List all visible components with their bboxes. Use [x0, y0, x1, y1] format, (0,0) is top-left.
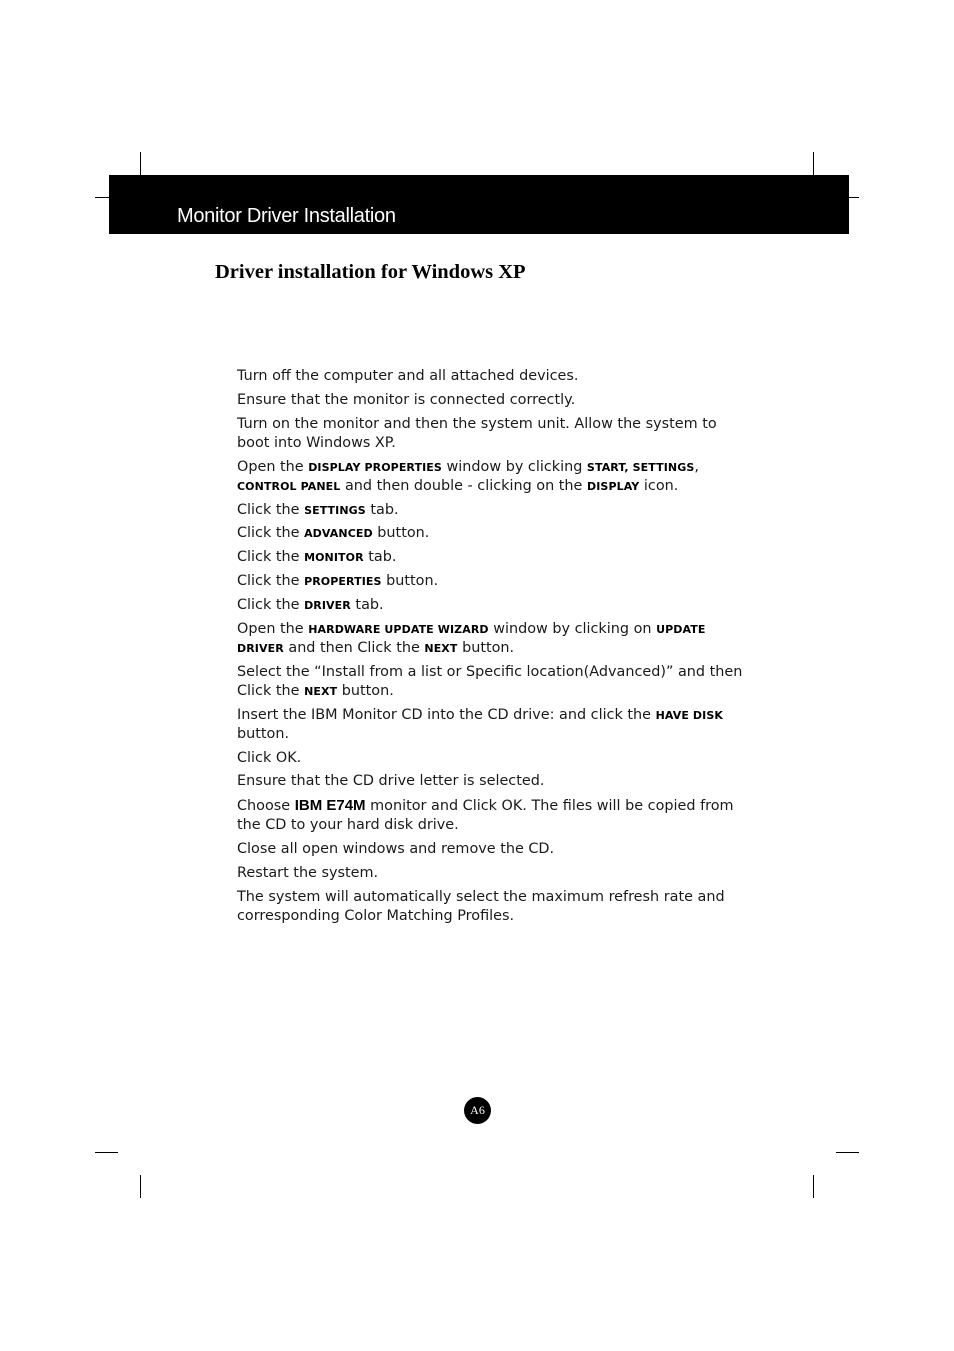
list-item: [237, 596, 747, 615]
step-text: button.: [337, 682, 394, 699]
list-item: [237, 706, 747, 744]
step-text: tab.: [365, 501, 399, 518]
step-text: Turn on the monitor and then the system unit. Allow the system to boot into Windows XP.: [237, 415, 717, 451]
step-text: Click OK.: [237, 749, 302, 766]
step-text: and then double - clicking on the: [340, 477, 587, 494]
step-text: button.: [372, 525, 430, 542]
step-text: Open the: [237, 458, 309, 475]
step-text: Click the: [237, 501, 305, 518]
step-text: Click the: [237, 596, 305, 613]
step-text: window by clicking on: [488, 620, 657, 637]
ui-term: DISPLAY: [587, 479, 640, 493]
step-text: Insert the IBM Monitor CD into the CD drive: and click the: [237, 706, 656, 723]
step-text: button.: [457, 639, 515, 656]
ui-term: HARDWARE UPDATE WIZARD: [308, 622, 489, 636]
crop-mark-top-right: [813, 152, 814, 175]
list-item: [237, 772, 747, 791]
step-text: Choose: [237, 798, 295, 815]
page-number: A6: [470, 1103, 485, 1117]
ui-term: DISPLAY PROPERTIES: [308, 460, 442, 474]
step-text: button.: [381, 572, 439, 589]
step-text: Open the: [237, 620, 309, 637]
ui-term: DRIVER: [304, 598, 351, 612]
ui-term: START, SETTINGS: [586, 460, 695, 474]
step-text: Click the: [237, 572, 305, 589]
list-item: [237, 572, 747, 591]
step-text: Turn off the computer and all attached devices.: [237, 368, 579, 384]
step-text: tab.: [363, 549, 397, 566]
ui-term: NEXT: [424, 641, 458, 655]
list-item: [237, 620, 747, 658]
list-item: [237, 391, 747, 410]
list-item: [237, 796, 747, 835]
list-item: [237, 415, 747, 453]
step-text: window by clicking: [441, 458, 587, 475]
step-text: The system will automatically select the maximum refresh rate and corresponding Color Matching Profiles.: [237, 888, 725, 924]
list-item: [237, 663, 747, 701]
ui-term: UPDATE DRIVER: [237, 622, 706, 655]
model-name: IBM E74M: [294, 797, 366, 815]
ui-term: SETTINGS: [304, 503, 366, 517]
list-item: [237, 458, 747, 496]
step-text: Ensure that the CD drive letter is selected.: [237, 773, 545, 790]
section-title: Driver installation for Windows XP: [215, 261, 526, 283]
page-number-badge: [464, 1097, 491, 1124]
list-item: [237, 864, 747, 883]
ui-term: MONITOR: [304, 551, 364, 565]
step-text: icon.: [639, 477, 679, 494]
step-text: Click the: [237, 525, 305, 542]
step-text: Close all open windows and remove the CD.: [237, 841, 555, 858]
list-item: [237, 367, 747, 386]
ui-term: NEXT: [304, 684, 338, 698]
step-text: Click the: [237, 549, 305, 566]
crop-mark-bottom-right: [813, 1175, 814, 1198]
ui-term: PROPERTIES: [304, 574, 382, 588]
step-text: and then Click the: [283, 639, 425, 656]
ui-term: ADVANCED: [304, 527, 373, 541]
step-text: monitor and Click OK. The files will be copied from the CD to your hard disk drive.: [237, 798, 734, 834]
step-text: button.: [237, 725, 290, 742]
page-header-title: Monitor Driver Installation: [177, 205, 396, 227]
crop-mark-bottom-left: [140, 1175, 141, 1198]
step-text: Select the “Install from a list or Specific location(Advanced)” and then Click the: [237, 663, 743, 699]
list-item: [237, 501, 747, 520]
step-text: tab.: [350, 596, 384, 613]
step-text: ,: [694, 458, 699, 475]
list-item: [237, 888, 747, 926]
list-item: [237, 524, 747, 543]
crop-mark-bottom-right-h: [836, 1152, 859, 1153]
list-item: [237, 840, 747, 859]
crop-mark-top-left: [140, 152, 141, 175]
ui-term: HAVE DISK: [655, 708, 723, 722]
instruction-list: [237, 367, 747, 931]
header-bar: [109, 175, 849, 234]
list-item: [237, 548, 747, 567]
ui-term: CONTROL PANEL: [237, 479, 341, 493]
crop-mark-bottom-left-h: [95, 1152, 118, 1153]
list-item: [237, 749, 747, 768]
step-text: Restart the system.: [237, 864, 379, 881]
step-text: Ensure that the monitor is connected correctly.: [237, 391, 576, 408]
